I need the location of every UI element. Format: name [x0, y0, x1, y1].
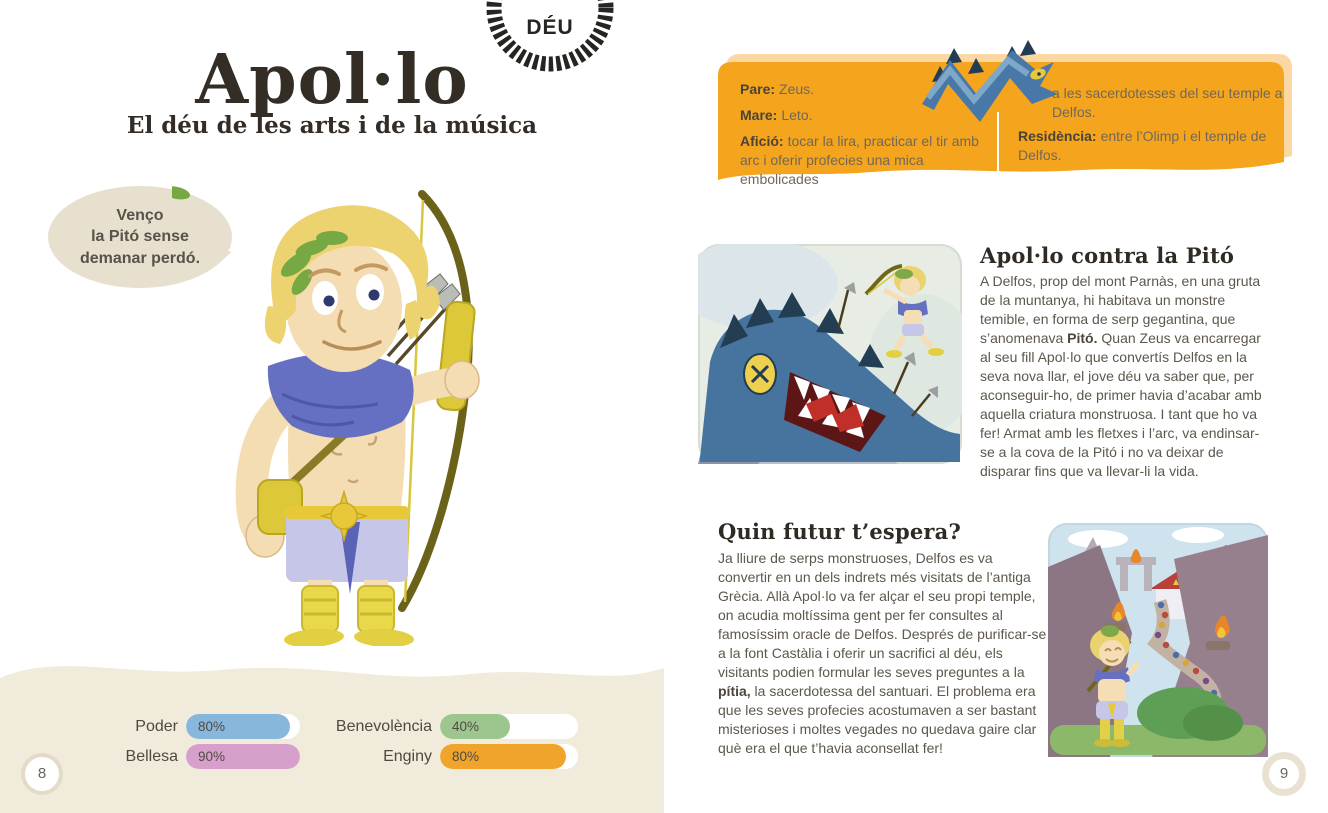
stat-label-bellesa: Bellesa [125, 748, 178, 765]
stat-label-benevolencia: Benevolència [335, 718, 432, 735]
section-heading-future: Quin futur t’espera? [718, 519, 961, 544]
stat-bar-poder [186, 714, 300, 739]
stat-value: 80% [198, 719, 226, 734]
page-title: Apol·lo [195, 40, 469, 120]
info-fields-left [740, 80, 1002, 196]
father-value: Zeus. [779, 81, 815, 97]
father-label: Pare: [740, 81, 776, 97]
stat-value: 90% [198, 749, 226, 764]
hobby-value: tocar la lira, practicar el tir amb arc i oferir profecies una mica embolicades [740, 133, 979, 187]
speech-line: Venço [116, 206, 164, 224]
info-fragment: a les sacerdotesses del seu temple a Delfos. [1052, 85, 1283, 120]
stat-bar-enginy [440, 744, 578, 769]
residence-field [1018, 127, 1280, 165]
python-cave-illustration [698, 244, 962, 464]
apollo-character-illustration [172, 180, 528, 646]
stat-value: 80% [452, 749, 480, 764]
section-heading-python: Apol·lo contra la Pitó [980, 243, 1235, 268]
stat-label-enginy: Enginy [383, 748, 432, 765]
badge-label: DÉU [526, 16, 574, 39]
residence-label: Residència: [1018, 128, 1097, 144]
mother-label: Mare: [740, 107, 778, 123]
section-paragraph-python: A Delfos, prop del mont Parnàs, en una gruta de la muntanya, hi habitava un monstre temible, en forma de serp gegantina, que s’anomenava Pitó. Quan Zeus va encarregar al seu fill Apol·lo que convertís Delfos en la seva nova llar, el jove déu va saber que, per aconseguir-ho, de primer havia d’acabar amb aquella criatura monstruosa. I tant que ho va fer! Armat amb les fletxes i l’arc, va endinsar-se a la cova de la Pitó i no va deixar de disparar fins que va llevar-li la vida. [980, 273, 1262, 479]
page-subtitle: El déu de les arts i de la música [126, 112, 538, 139]
page-number-right: 9 [1262, 752, 1306, 796]
bold-word-pito: Pitó. [1067, 330, 1098, 346]
stat-bar-benevolencia [440, 714, 578, 739]
section-paragraph-future: Ja lliure de serps monstruoses, Delfos es va convertir en un dels indrets més visitats de l’antiga Grècia. Allà Apol·lo va fer alçar el seu propi temple, on acudia moltíssima gent per fer consultes al famosíssim oracle de Delfos. Després de purificar-se a la font Castàlia i oferir un sacrifici al déu, els visitants podien formular les seves preguntes a la pítia, la sacerdotessa del santuari. El problema era que les seves profecies acostumaven a ser bastant misterioses i moltes vegades no quedava gaire clar què era el que t’havia aconsellat fer! [718, 550, 1047, 756]
speech-line: demanar perdó. [79, 249, 201, 267]
stat-bar-bellesa [186, 744, 300, 769]
hobby-label: Afició: [740, 133, 784, 149]
speech-line: la Pitó sense [91, 228, 189, 246]
page-number-left: 8 [25, 757, 59, 791]
stat-value: 40% [452, 719, 480, 734]
bold-word-pitia: pítia, [718, 683, 751, 699]
residence-value: entre l’Olimp i el temple de Delfos. [1018, 128, 1267, 163]
mother-value: Leto. [781, 107, 813, 123]
delphi-path-illustration [1048, 523, 1268, 757]
stat-label-poder: Poder [135, 718, 178, 735]
